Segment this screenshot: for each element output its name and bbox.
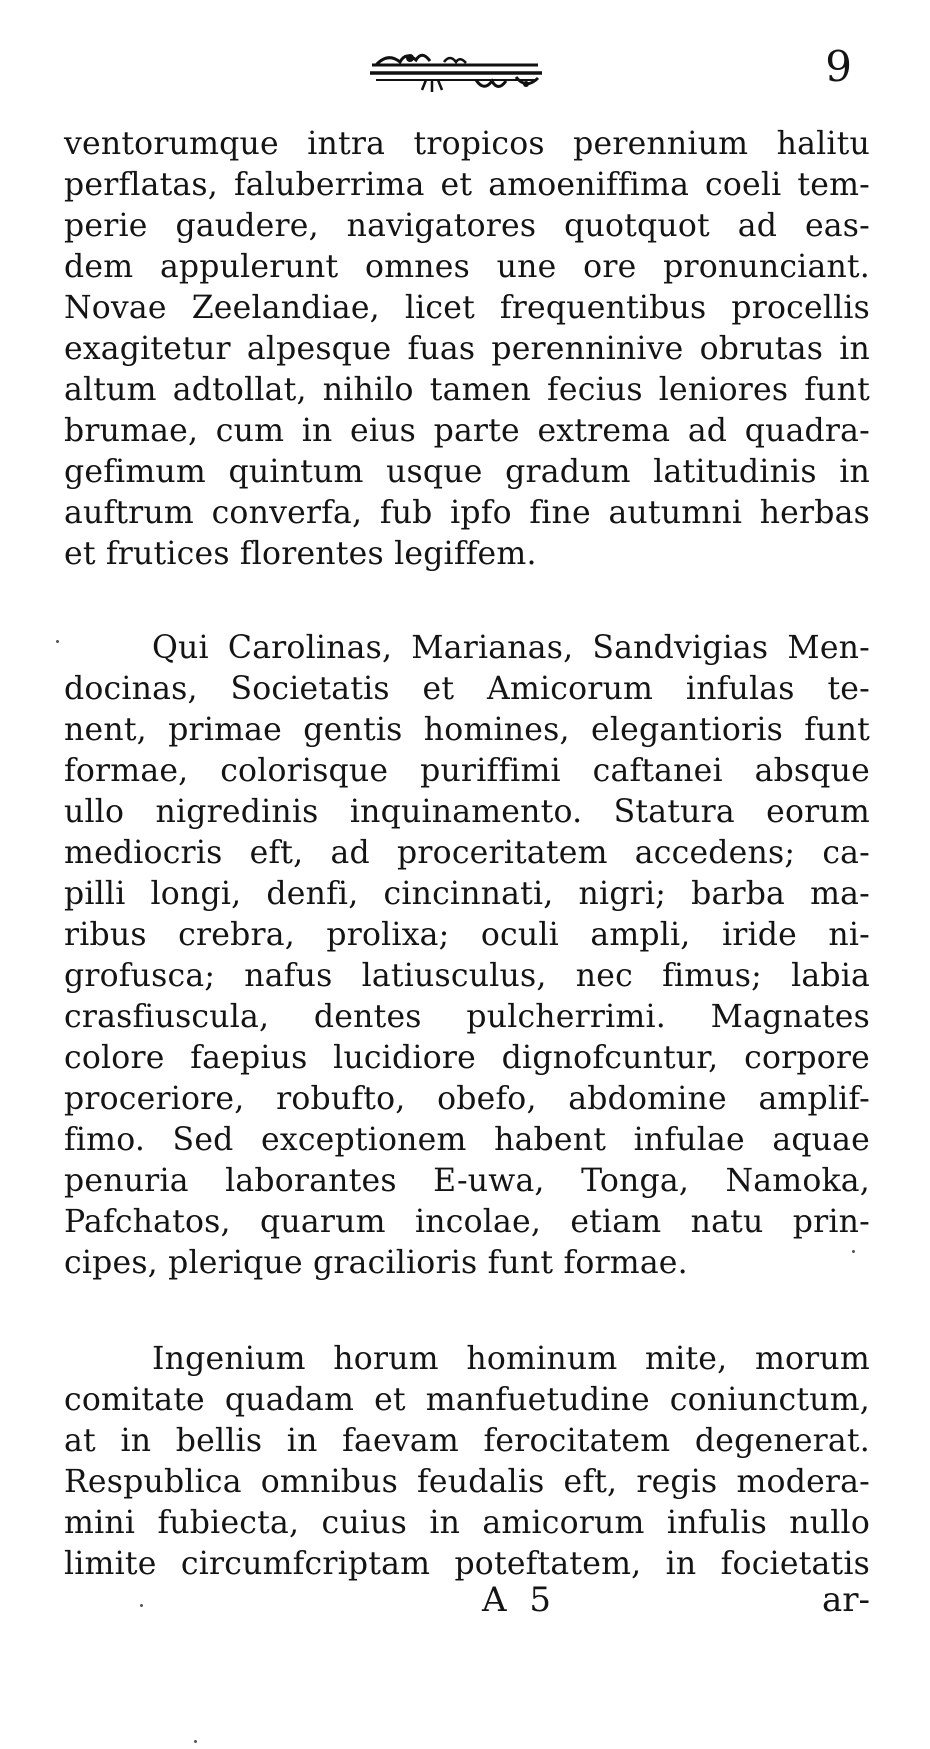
text-line: gefimum quintum usque gradum latitudinis in	[64, 454, 870, 490]
text-line: exagitetur alpesque fuas perenninive obrutas in	[64, 331, 870, 367]
text-line: mediocris eft, ad proceritatem accedens; ca-	[64, 835, 870, 871]
text-line: ribus crebra, prolixa; oculi ampli, iride ni-	[64, 917, 870, 953]
text-line: limite circumfcriptam poteftatem, in focietatis	[64, 1546, 870, 1582]
text-line: perflatas, faluberrima et amoeniffima coeli tem-	[64, 167, 870, 203]
signature-mark: A 5	[482, 1580, 557, 1620]
paper-speck	[56, 640, 59, 643]
body-text	[64, 124, 870, 1585]
paragraph-spacer	[64, 1284, 870, 1339]
text-line: penuria laborantes E-uwa, Tonga, Namoka,	[64, 1163, 870, 1199]
paper-speck	[194, 1740, 197, 1743]
text-line: nent, primae gentis homines, elegantioris funt	[64, 712, 870, 748]
text-line: ullo nigredinis inquinamento. Statura eorum	[64, 794, 870, 830]
text-line: docinas, Societatis et Amicorum infulas te-	[64, 671, 870, 707]
paragraph-2	[64, 628, 870, 1284]
paragraph-1	[64, 124, 870, 575]
text-line: et frutices florentes legiffem.	[64, 536, 537, 572]
text-line: Ingenium horum hominum mite, morum	[152, 1341, 870, 1377]
text-line: colore faepius lucidiore dignofcuntur, corpore	[64, 1040, 870, 1076]
paper-speck	[852, 1250, 855, 1253]
text-line: perie gaudere, navigatores quotquot ad eas-	[64, 208, 870, 244]
paragraph-3	[64, 1339, 870, 1585]
text-line: mini fubiecta, cuius in amicorum infulis nullo	[64, 1505, 870, 1541]
page-footer	[64, 1580, 870, 1630]
text-line: proceriore, robufto, obefo, abdomine amplif-	[64, 1081, 870, 1117]
text-line: crasfiuscula, dentes pulcherrimi. Magnates	[64, 999, 870, 1035]
text-line: Pafchatos, quarum incolae, etiam natu prin-	[64, 1204, 870, 1240]
text-line: auftrum converfa, fub ipfo fine autumni herbas	[64, 495, 870, 531]
text-line: dem appulerunt omnes une ore pronunciant.	[64, 249, 870, 285]
page-number: 9	[825, 42, 852, 91]
text-line: ventorumque intra tropicos perennium halitu	[64, 126, 870, 162]
text-line: comitate quadam et manfuetudine coniunctum,	[64, 1382, 870, 1418]
text-line: cipes, plerique gracilioris funt formae.	[64, 1245, 688, 1281]
printer-ornament-icon	[366, 48, 546, 96]
text-line: at in bellis in faevam ferocitatem degenerat.	[64, 1423, 870, 1459]
text-line: grofusca; nafus latiusculus, nec fimus; labia	[64, 958, 870, 994]
text-line: brumae, cum in eius parte extrema ad quadra-	[64, 413, 870, 449]
text-line: pilli longi, denfi, cincinnati, nigri; barba ma-	[64, 876, 870, 912]
text-line: formae, colorisque puriffimi caftanei absque	[64, 753, 870, 789]
paragraph-spacer	[64, 575, 870, 628]
catchword: ar-	[821, 1580, 870, 1620]
text-line: Qui Carolinas, Marianas, Sandvigias Men-	[152, 630, 870, 666]
text-line: Respublica omnibus feudalis eft, regis modera-	[64, 1464, 870, 1500]
paper-speck	[140, 1604, 143, 1607]
text-line: altum adtollat, nihilo tamen fecius leniores funt	[64, 372, 870, 408]
text-line: Novae Zeelandiae, licet frequentibus procellis	[64, 290, 870, 326]
text-line: fimo. Sed exceptionem habent infulae aquae	[64, 1122, 870, 1158]
